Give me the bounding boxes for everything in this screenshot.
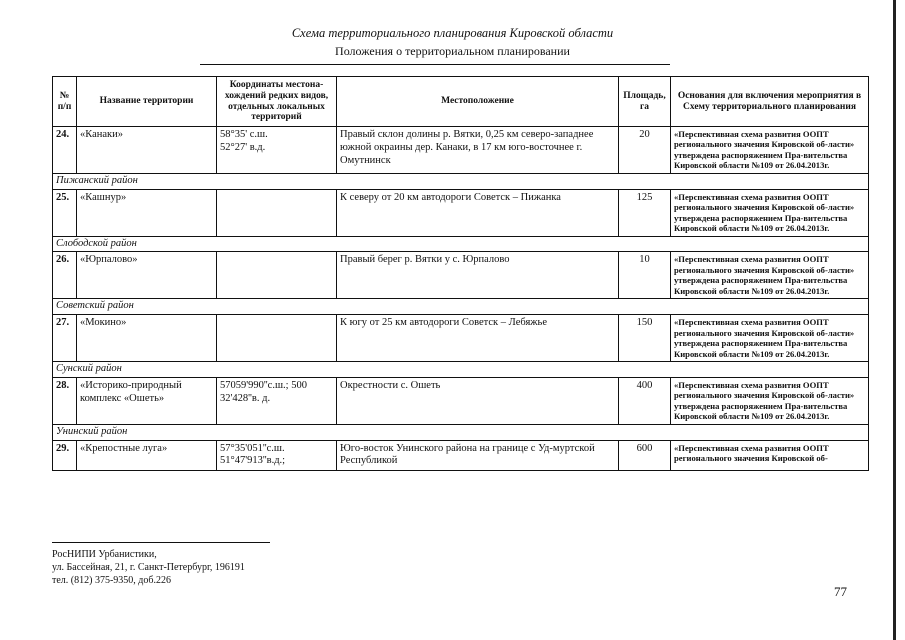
cell-basis: «Перспективная схема развития ООПТ регионального значения Кировской об-ласти» утверждена распоряжением Пра-вительства Кировской области №109 от 26.04.2013г. bbox=[671, 315, 869, 362]
cell-num: 27. bbox=[53, 315, 77, 362]
table-row bbox=[53, 440, 869, 471]
district-label: Унинский район bbox=[53, 424, 869, 440]
cell-num: 25. bbox=[53, 189, 77, 236]
header-divider bbox=[200, 64, 670, 65]
cell-coords bbox=[217, 189, 337, 236]
district-row bbox=[53, 236, 869, 252]
cell-area: 20 bbox=[619, 127, 671, 174]
district-row bbox=[53, 173, 869, 189]
cell-name: «Мокино» bbox=[77, 315, 217, 362]
cell-name: «Историко-природный комплекс «Ошеть» bbox=[77, 377, 217, 424]
table-body bbox=[53, 127, 869, 471]
cell-location: Правый склон долины р. Вятки, 0,25 км северо-западнее южной окраины дер. Канаки, в 17 км юго-восточнее г. Омутнинск bbox=[337, 127, 619, 174]
cell-num: 26. bbox=[53, 252, 77, 299]
cell-area: 10 bbox=[619, 252, 671, 299]
district-row bbox=[53, 424, 869, 440]
cell-coords bbox=[217, 252, 337, 299]
cell-basis: «Перспективная схема развития ООПТ регионального значения Кировской об-ласти» утверждена распоряжением Пра-вительства Кировской области №109 от 26.04.2013г. bbox=[671, 252, 869, 299]
col-header-basis: Основания для включения мероприятия в Схему территориального планирования bbox=[671, 77, 869, 127]
cell-basis: «Перспективная схема развития ООПТ регионального значения Кировской об-ласти» утверждена распоряжением Пра-вительства Кировской области №109 от 26.04.2013г. bbox=[671, 189, 869, 236]
district-row bbox=[53, 362, 869, 378]
cell-location: Правый берег р. Вятки у с. Юрпалово bbox=[337, 252, 619, 299]
cell-coords: 58°35' с.ш. 52°27' в.д. bbox=[217, 127, 337, 174]
cell-area: 400 bbox=[619, 377, 671, 424]
cell-basis: «Перспективная схема развития ООПТ регионального значения Кировской об-ласти» утверждена распоряжением Пра-вительства Кировской области №109 от 26.04.2013г. bbox=[671, 127, 869, 174]
page-number: 77 bbox=[834, 584, 847, 599]
cell-num: 29. bbox=[53, 440, 77, 471]
cell-location: Окрестности с. Ошеть bbox=[337, 377, 619, 424]
table-row bbox=[53, 252, 869, 299]
district-row bbox=[53, 299, 869, 315]
cell-location: Юго-восток Унинского района на границе с Уд-муртской Республикой bbox=[337, 440, 619, 471]
col-header-num: № п/п bbox=[53, 77, 77, 127]
table-row bbox=[53, 189, 869, 236]
cell-coords bbox=[217, 315, 337, 362]
territories-table bbox=[52, 76, 869, 471]
table-row bbox=[53, 377, 869, 424]
district-label: Сунский район bbox=[53, 362, 869, 378]
cell-basis: «Перспективная схема развития ООПТ регионального значения Кировской об- bbox=[671, 440, 869, 471]
cell-location: К северу от 20 км автодороги Советск – Пижанка bbox=[337, 189, 619, 236]
table-row bbox=[53, 315, 869, 362]
cell-area: 150 bbox=[619, 315, 671, 362]
cell-coords: 57059'990''с.ш.; 500 32'428''в. д. bbox=[217, 377, 337, 424]
cell-name: «Канаки» bbox=[77, 127, 217, 174]
cell-name: «Крепостные луга» bbox=[77, 440, 217, 471]
footer-street: ул. Бассейная, 21, г. Санкт-Петербург, 196191 bbox=[52, 562, 245, 573]
table-row bbox=[53, 127, 869, 174]
col-header-name: Название территории bbox=[77, 77, 217, 127]
col-header-area: Площадь, га bbox=[619, 77, 671, 127]
district-label: Пижанский район bbox=[53, 173, 869, 189]
footer-address bbox=[52, 548, 245, 587]
cell-area: 125 bbox=[619, 189, 671, 236]
footer-phone: тел. (812) 375-9350, доб.226 bbox=[52, 575, 171, 586]
cell-coords: 57°35'051''с.ш. 51°47'913''в.д.; bbox=[217, 440, 337, 471]
col-header-location: Местоположение bbox=[337, 77, 619, 127]
col-header-coords: Координаты местона-хождений редких видов, отдельных локальных территорий bbox=[217, 77, 337, 127]
page-title: Схема территориального планирования Кировской области bbox=[291, 26, 614, 40]
scan-edge bbox=[893, 0, 896, 640]
page-subtitle: Положения о территориальном планировании bbox=[335, 44, 570, 58]
footer-divider bbox=[52, 542, 270, 543]
cell-name: «Юрпалово» bbox=[77, 252, 217, 299]
cell-num: 24. bbox=[53, 127, 77, 174]
cell-num: 28. bbox=[53, 377, 77, 424]
district-label: Слободской район bbox=[53, 236, 869, 252]
cell-name: «Кашнур» bbox=[77, 189, 217, 236]
cell-basis: «Перспективная схема развития ООПТ регионального значения Кировской об-ласти» утверждена распоряжением Пра-вительства Кировской области №109 от 26.04.2013г. bbox=[671, 377, 869, 424]
cell-area: 600 bbox=[619, 440, 671, 471]
cell-location: К югу от 25 км автодороги Советск – Лебяжье bbox=[337, 315, 619, 362]
table-header-row bbox=[53, 77, 869, 127]
district-label: Советский район bbox=[53, 299, 869, 315]
footer-org: РосНИПИ Урбанистики, bbox=[52, 549, 157, 560]
